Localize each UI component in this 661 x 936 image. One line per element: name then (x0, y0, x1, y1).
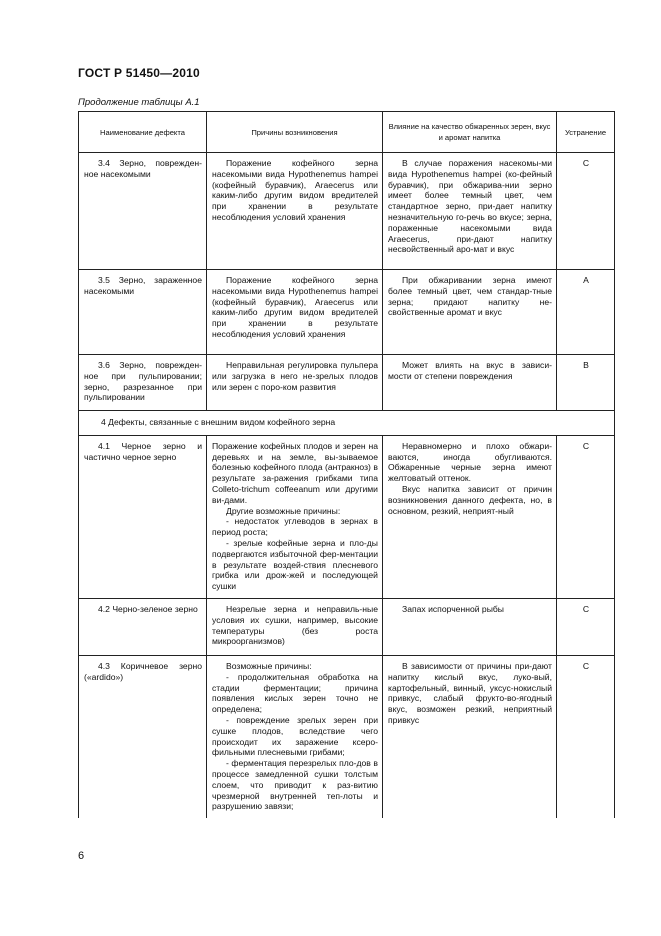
defect-causes: Неправильная регулировка пульпера или загрузка в него не-зрелых плодов или зерен с поро-ком развития (207, 355, 383, 411)
defect-remedy: В (557, 355, 615, 411)
table-row (79, 655, 615, 818)
defect-causes: Поражение кофейных плодов и зерен на деревьях и на земле, вы-зываемое болезнью кофейного плода (антракноз) в результате за-ражения грибками типа Colleto-trichum coffeeanum или другими ви-дами. Другие возможные причины: - недостаток углеводов в зернах в период роста; - зрелые кофейные зерна и пло-ды подвергаются избыточной фер-ментации в результате воздей-ствия плесневого грибка или дрож-жей и последующей сушки (207, 435, 383, 598)
column-header-defect: Наименование дефекта (79, 112, 207, 153)
page-number: 6 (78, 850, 85, 862)
defect-effect: Запах испорченной рыбы (383, 598, 557, 655)
table-row (79, 270, 615, 355)
defect-name: 3.4 Зерно, поврежден-ное насекомыми (79, 153, 207, 270)
defect-causes: Поражение кофейного зерна насекомыми вида Hypothenemus hampei (кофейный буравчик), Araecerus или каким-либо другим видом вредителей при хранении в результате несоблюдения условий хранения (207, 270, 383, 355)
column-header-effect: Влияние на качество обжаренных зерен, вкус и аромат напитка (383, 112, 557, 153)
table-header-row (79, 112, 615, 153)
defect-name: 4.3 Коричневое зерно («ardido») (79, 655, 207, 818)
defect-remedy: С (557, 598, 615, 655)
standard-number: ГОСТ Р 51450—2010 (78, 66, 200, 80)
defect-remedy: С (557, 435, 615, 598)
defect-effect: Может влиять на вкус в зависи-мости от степени повреждения (383, 355, 557, 411)
defect-effect: В зависимости от причины при-дают напитку кислый вкус, луко-вый, картофельный, винный, уксус-нокислый привкус, слабый фрукто-во-ягодный вкус, возможен резкий, неприятный привкус (383, 655, 557, 818)
defect-causes: Поражение кофейного зерна насекомыми вида Hypothenemus hampei (кофейный буравчик), Araecerus или каким-либо другим видом вредителей при хранении в результате несоблюдения условий хранения (207, 153, 383, 270)
section-row (79, 411, 615, 436)
defect-name: 3.5 Зерно, зараженное насекомыми (79, 270, 207, 355)
table-row (79, 435, 615, 598)
defect-causes: Возможные причины: - продолжительная обработка на стадии ферментации; причина появления кислых зерен точно не определена; - повреждение зрелых зерен при сушке плодов, вследствие чего происходит их заражение ксеро-фильными плесневыми грибами; - ферментация перезрелых пло-дов в процессе замедленной сушки толстым слоем, что приводит к раз-витию чрезмерной внутренней теп-лоты и разрушению завязи; (207, 655, 383, 818)
column-header-remedy: Устранение (557, 112, 615, 153)
defect-effect: В случае поражения насекомы-ми вида Hypothenemus hampei (ко-фейный буравчик), при обжарива-нии зерно имеет более темный цвет, чем стандартное зерно, при-дает напитку незначительную го-речь во вкусе; зерна, пораженные насекомыми вида Araecerus, при-дают напитку несвойственный арo-мат и вкус (383, 153, 557, 270)
defect-name: 4.2 Черно-зеленое зерно (79, 598, 207, 655)
defect-name: 4.1 Черное зерно и частично черное зерно (79, 435, 207, 598)
defect-remedy: А (557, 270, 615, 355)
table-continuation-caption: Продолжение таблицы А.1 (78, 97, 200, 108)
defect-remedy: С (557, 153, 615, 270)
table-row (79, 598, 615, 655)
table-row (79, 153, 615, 270)
defect-remedy: С (557, 655, 615, 818)
defect-effect: При обжаривании зерна имеют более темный цвет, чем стандар-тные зерна; придают напитку не-свойственные аромат и вкус (383, 270, 557, 355)
section-title: 4 Дефекты, связанные с внешним видом кофейного зерна (79, 411, 615, 436)
column-header-causes: Причины возникновения (207, 112, 383, 153)
defect-causes: Незрелые зерна и неправиль-ные условия их сушки, например, высокие температуры (без роста микроорганизмов) (207, 598, 383, 655)
table-row (79, 355, 615, 411)
defects-table (78, 111, 615, 818)
defect-name: 3.6 Зерно, поврежден-ное при пульпировании; зерно, разрезанное при пульпировании (79, 355, 207, 411)
defect-effect: Неравномерно и плохо обжари-ваются, иногда обугливаются. Обжаренные черные зерна имеют желтоватый оттенок. Вкус напитка зависит от причин возникновения данного дефекта, но, в основном, резкий, неприят-ный (383, 435, 557, 598)
